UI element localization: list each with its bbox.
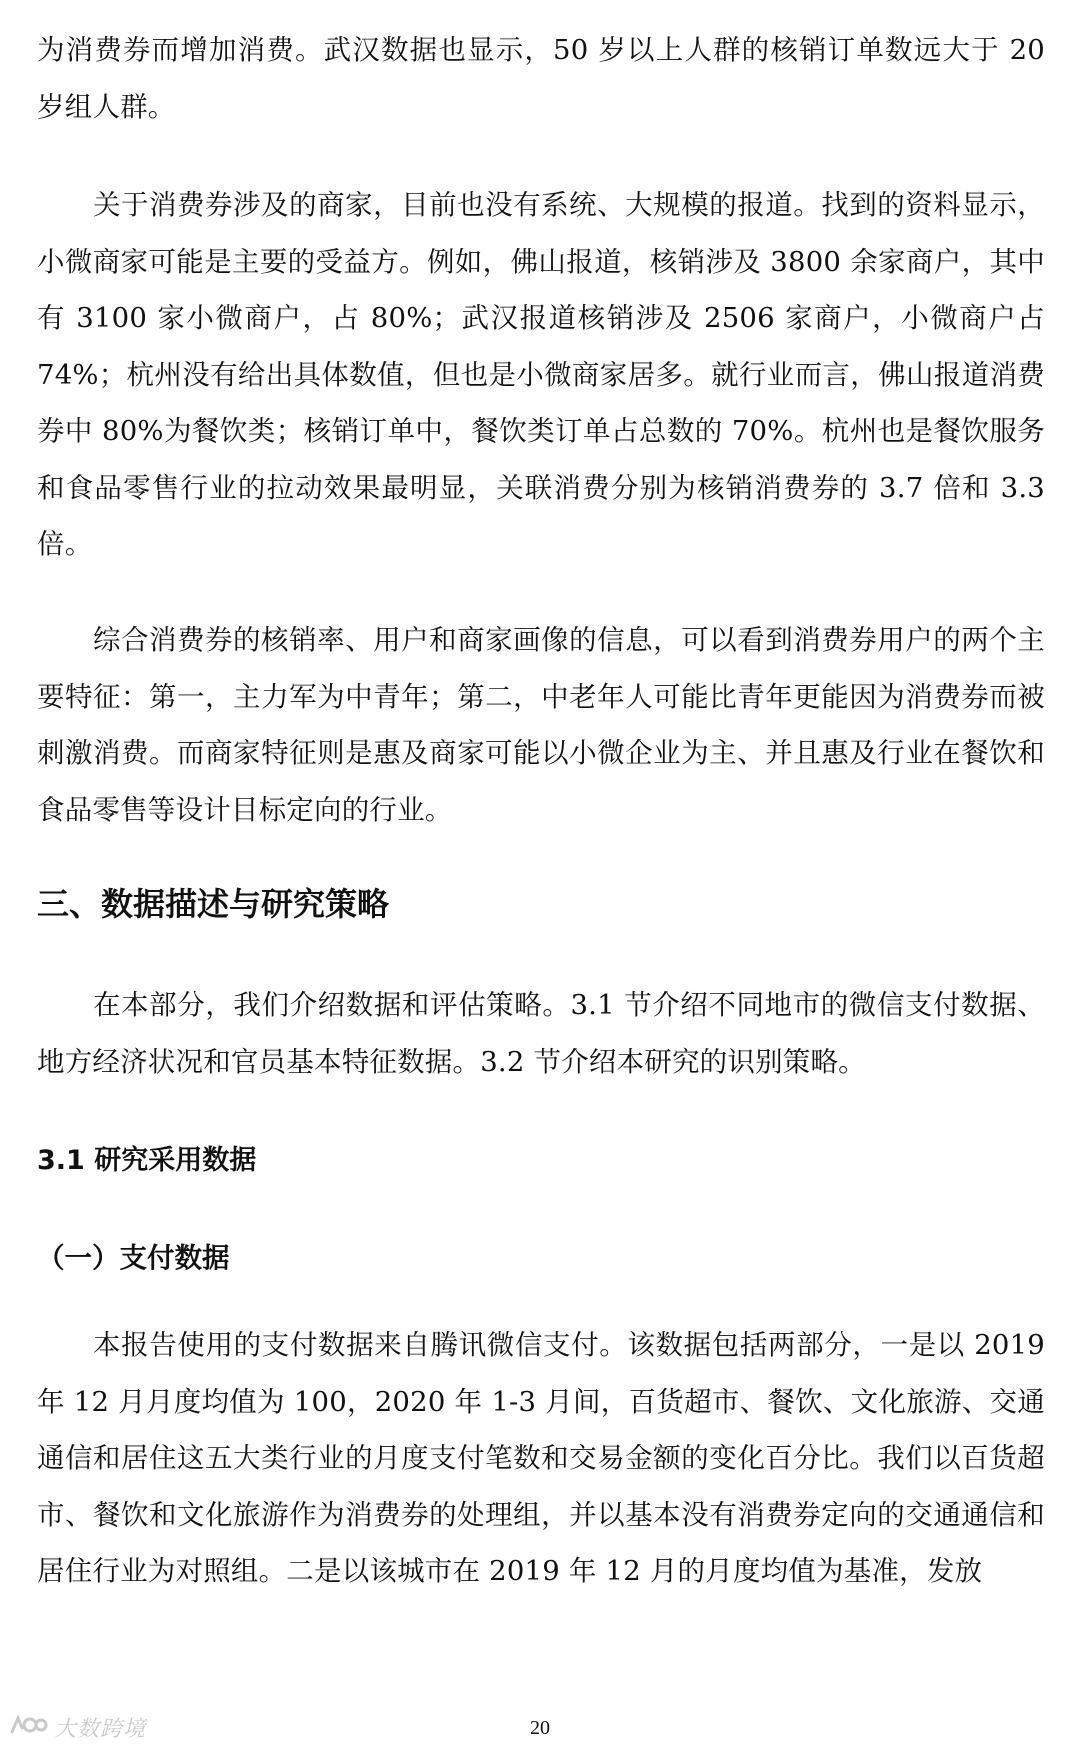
subsection-heading: 3.1 研究采用数据 <box>37 1145 257 1176</box>
paragraph-4: 在本部分，我们介绍数据和评估策略。3.1 节介绍不同地市的微信支付数据、地方经济状况和官员基本特征数据。3.2 节介绍本研究的识别策略。 <box>37 989 1045 1078</box>
section-heading: 三、数据描述与研究策略 <box>37 885 390 923</box>
paragraph-1: 为消费券而增加消费。武汉数据也显示，50 岁以上人群的核销订单数远大于 20 岁组人群。 <box>37 34 1045 123</box>
page-number: 20 <box>530 1717 550 1739</box>
bigdata-crossborder-logo-icon <box>8 1712 48 1742</box>
watermark <box>8 1712 146 1742</box>
watermark-text: 大数跨境 <box>54 1716 147 1742</box>
subsubsection-heading: （一）支付数据 <box>37 1242 230 1274</box>
paragraph-5: 本报告使用的支付数据来自腾讯微信支付。该数据包括两部分，一是以 2019 年 12 月月度均值为 100，2020 年 1-3 月间，百货超市、餐饮、文化旅游、交通通信和居住这五大类行业的月度支付笔数和交易金额的变化百分比。我们以百货超市、餐饮和文化旅游作为消费券的处理组，并以基本没有消费券定向的交通通信和居住行业为对照组。二是以该城市在 2019 年 12 月的月度均值为基准，发放 <box>37 1329 1045 1587</box>
paragraph-2: 关于消费券涉及的商家，目前也没有系统、大规模的报道。找到的资料显示，小微商家可能是主要的受益方。例如，佛山报道，核销涉及 3800 余家商户，其中有 3100 家小微商户，占 80%；武汉报道核销涉及 2506 家商户，小微商户占 74%；杭州没有给出具体数值，但也是小微商家居多。就行业而言，佛山报道消费券中 80%为餐饮类；核销订单中，餐饮类订单占总数的 70%。杭州也是餐饮服务和食品零售行业的拉动效果最明显，关联消费分别为核销消费券的 3.7 倍和 3.3 倍。 <box>37 189 1045 560</box>
paragraph-3: 综合消费券的核销率、用户和商家画像的信息，可以看到消费券用户的两个主要特征：第一，主力军为中青年；第二，中老年人可能比青年更能因为消费券而被刺激消费。而商家特征则是惠及商家可能以小微企业为主、并且惠及行业在餐饮和食品零售等设计目标定向的行业。 <box>37 624 1045 826</box>
